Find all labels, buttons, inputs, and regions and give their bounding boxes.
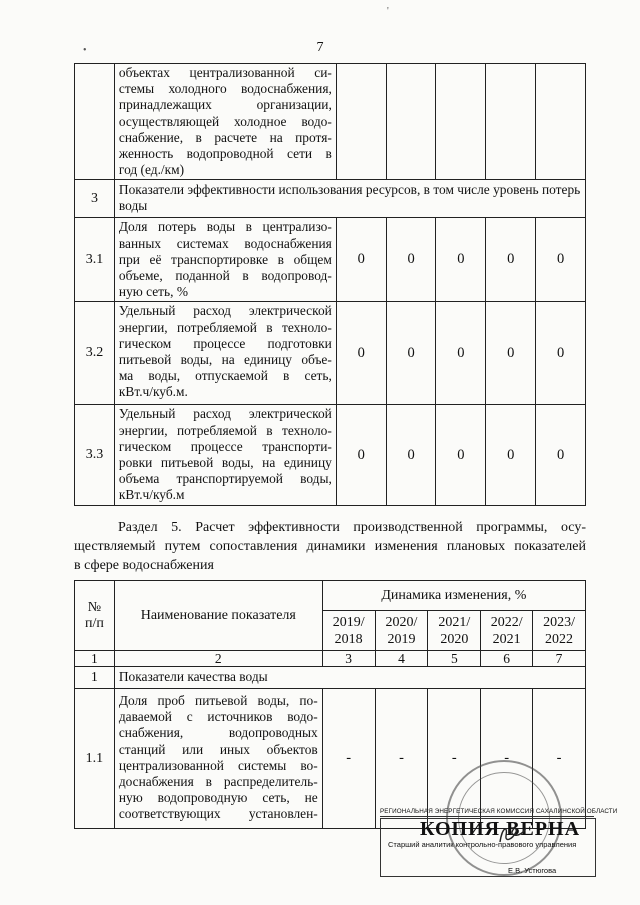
table-row [75,64,586,180]
column-index: 7 [533,651,586,667]
row-number: 3.3 [75,405,115,505]
indicator-description: объектах централизованной си- стемы холодного водоснабжения, принадлежащих организации, осуществляющей холодное водо- снабжение, в расчете на протя- женность водопроводной сети в год (ед./км) [114,64,336,180]
value-cell: 0 [536,302,586,405]
table-row [75,180,586,218]
value-cell: - [428,689,481,829]
value-cell: 0 [436,302,486,405]
scan-mark: • [83,45,87,56]
value-cell: 0 [436,405,486,505]
value-cell: 0 [336,405,386,505]
indicators-table [74,63,586,506]
table-row [75,405,586,505]
row-number: 3.1 [75,218,115,302]
column-index: 1 [75,651,115,667]
stamp-position: Старший аналитик контрольно-правового управления [388,840,577,849]
row-number: 3.2 [75,302,115,405]
value-cell: 0 [486,405,536,505]
year-header: 2023/ 2022 [533,611,586,651]
column-index: 3 [322,651,375,667]
table-header-row [75,581,586,611]
row-number: 3 [75,180,115,218]
signature-icon [492,822,532,846]
value-cell: 0 [536,405,586,505]
section-5-heading: Раздел 5. Расчет эффективности производственной программы, осу- ществляемый путем сопоставления динамики изменения плановых показателей в сфере водоснабжения [74,520,586,573]
table-row [75,302,586,405]
value-cell: 0 [386,405,436,505]
section-heading: Показатели эффективности использования ресурсов, в том числе уровень потерь воды [114,180,585,218]
column-index: 2 [114,651,322,667]
row-number [75,64,115,180]
stamp-signer: Е.В. Устюгова [508,866,557,875]
indicator-description: Доля потерь воды в централизо- ванных системах водоснабжения при её транспортировке в общем объеме, поданной в водопровод- ную сеть, % [114,218,336,302]
row-number: 1.1 [75,689,115,829]
value-cell: - [322,689,375,829]
indicator-description: Доля проб питьевой воды, по- даваемой с источников водо- снабжения, водопроводных станций или иных объектов централизованной системы во- доснабжения в распределитель- ную водопроводную сеть, не соответствующих установлен- [114,689,322,829]
year-header: 2021/ 2020 [428,611,481,651]
column-header-dynamics: Динамика изменения, % [322,581,585,611]
section-heading: Показатели качества воды [114,667,585,689]
indicator-description: Удельный расход электрической энергии, потребляемой в техноло- гическом процессе транспорти- ровки питьевой воды, на единицу объема транспортируемой воды, кВт.ч/куб.м [114,405,336,505]
column-index: 5 [428,651,481,667]
value-cell: 0 [486,218,536,302]
page-number: 7 [316,40,324,55]
value-cell: - [533,689,586,829]
column-index: 4 [375,651,428,667]
value-cell: 0 [336,218,386,302]
year-header: 2022/ 2021 [481,611,533,651]
value-cell: 0 [536,218,586,302]
column-index-row [75,651,586,667]
value-cell: 0 [436,218,486,302]
value-cell: - [375,689,428,829]
value-cell: 0 [386,302,436,405]
value-cell: 0 [386,218,436,302]
row-number: 1 [75,667,115,689]
stamp-organization: РЕГИОНАЛЬНАЯ ЭНЕРГЕТИЧЕСКАЯ КОМИССИЯ САХАЛИНСКОЙ ОБЛАСТИ [380,808,618,815]
scan-mark: ' [387,6,389,17]
year-header: 2020/ 2019 [375,611,428,651]
indicator-description: Удельный расход электрической энергии, потребляемой в техноло- гическом процессе подготовки питьевой воды, на единицу объе- ма воды, отпускаемой в сеть, кВт.ч/куб.м. [114,302,336,405]
column-index: 6 [481,651,533,667]
column-header-name: Наименование показателя [114,581,322,651]
value-cell: 0 [336,302,386,405]
column-header-number: № п/п [75,581,115,651]
table-row [75,667,586,689]
value-cell: 0 [486,302,536,405]
year-header: 2019/ 2018 [322,611,375,651]
table-row [75,218,586,302]
stamp-title: КОПИЯ ВЕРНА [420,818,581,840]
value-cell: - [481,689,533,829]
